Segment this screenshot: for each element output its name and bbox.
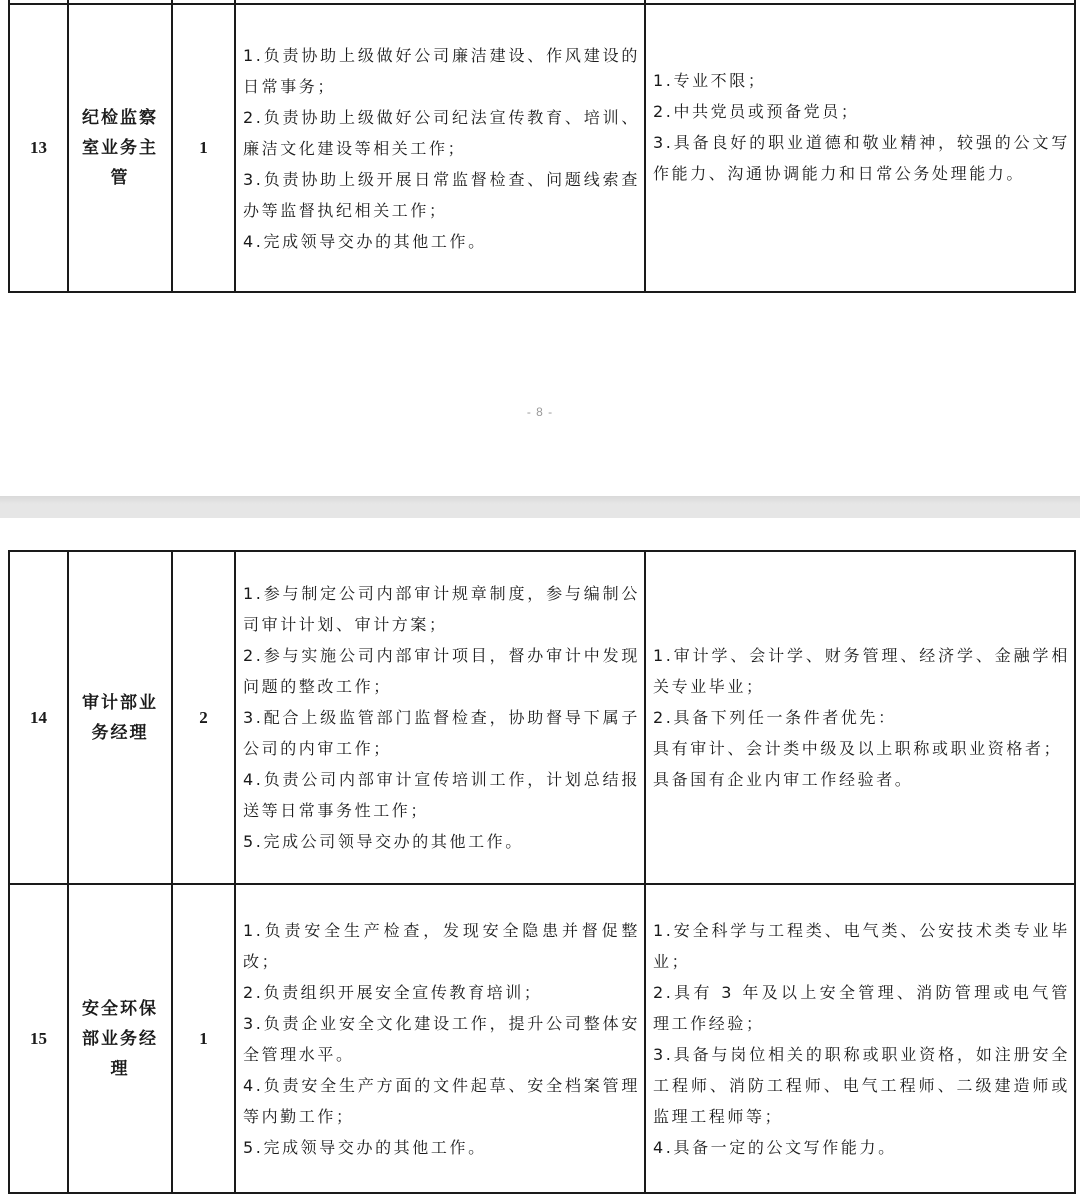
- duty-item: 2.参与实施公司内部审计项目，督办审计中发现问题的整改工作；: [243, 646, 640, 696]
- row-number: 13: [9, 4, 68, 292]
- duty-item: 1.参与制定公司内部审计规章制度，参与编制公司审计计划、审计方案；: [243, 584, 640, 634]
- requirement-item: 具备国有企业内审工作经验者。: [653, 770, 914, 789]
- requirement-item: 2.具有 3 年及以上安全管理、消防管理或电气管理工作经验；: [653, 982, 1070, 1033]
- requirement-item: 1.安全科学与工程类、电气类、公安技术类专业毕业；: [653, 920, 1070, 971]
- row-number: 14: [9, 551, 68, 884]
- duty-item: 4.负责公司内部审计宣传培训工作，计划总结报送等日常事务性工作；: [243, 770, 640, 820]
- hiring-count: 1: [172, 4, 235, 292]
- duty-item: 4.完成领导交办的其他工作。: [243, 231, 487, 251]
- job-requirements: [645, 4, 1075, 292]
- table-row: [9, 884, 1075, 1193]
- table-row: [9, 4, 1075, 292]
- position-title: 审计部业务经理: [68, 551, 172, 884]
- position-title: 安全环保部业务经理: [68, 884, 172, 1193]
- job-table-page-8: [8, 0, 1076, 293]
- table-row: [9, 551, 1075, 884]
- document-page-9: [0, 518, 1080, 1194]
- duty-item: 3.负责企业安全文化建设工作，提升公司整体安全管理水平。: [243, 1013, 640, 1064]
- requirement-item: 1.专业不限；: [653, 71, 767, 90]
- job-duties: [235, 4, 645, 292]
- duty-item: 5.完成领导交办的其他工作。: [243, 1137, 487, 1157]
- job-requirements: [645, 551, 1075, 884]
- duty-item: 1.负责安全生产检查，发现安全隐患并督促整改；: [243, 920, 640, 971]
- duty-item: 5.完成公司领导交办的其他工作。: [243, 832, 524, 851]
- hiring-count: 2: [172, 551, 235, 884]
- page-separator: [0, 496, 1080, 518]
- hiring-count: 1: [172, 884, 235, 1193]
- requirement-item: 4.具备一定的公文写作能力。: [653, 1137, 897, 1157]
- document-page-8: [0, 0, 1080, 496]
- job-table-page-9: [8, 550, 1076, 1194]
- requirement-item: 2.具备下列任一条件者优先：: [653, 708, 897, 727]
- row-number: 15: [9, 884, 68, 1193]
- duty-item: 3.负责协助上级开展日常监督检查、问题线索查办等监督执纪相关工作；: [243, 169, 640, 220]
- duty-item: 3.配合上级监管部门监督检查，协助督导下属子公司的内审工作；: [243, 708, 640, 758]
- page-number: - 8 -: [526, 405, 554, 419]
- position-title: 纪检监察室业务主管: [68, 4, 172, 292]
- duty-item: 2.负责协助上级做好公司纪法宣传教育、培训、廉洁文化建设等相关工作；: [243, 107, 640, 158]
- requirement-item: 1.审计学、会计学、财务管理、经济学、金融学相关专业毕业；: [653, 646, 1070, 696]
- job-duties: [235, 551, 645, 884]
- job-requirements: [645, 884, 1075, 1193]
- requirement-item: 3.具备与岗位相关的职称或职业资格，如注册安全工程师、消防工程师、电气工程师、二级建造师或监理工程师等；: [653, 1044, 1070, 1126]
- requirement-item: 2.中共党员或预备党员；: [653, 102, 860, 121]
- duty-item: 1.负责协助上级做好公司廉洁建设、作风建设的日常事务；: [243, 45, 640, 96]
- requirement-item: 3.具备良好的职业道德和敬业精神，较强的公文写作能力、沟通协调能力和日常公务处理能力。: [653, 133, 1070, 183]
- duty-item: 4.负责安全生产方面的文件起草、安全档案管理等内勤工作；: [243, 1075, 640, 1126]
- requirement-item: 具有审计、会计类中级及以上职称或职业资格者；: [653, 739, 1063, 758]
- duty-item: 2.负责组织开展安全宣传教育培训；: [243, 982, 543, 1002]
- job-duties: [235, 884, 645, 1193]
